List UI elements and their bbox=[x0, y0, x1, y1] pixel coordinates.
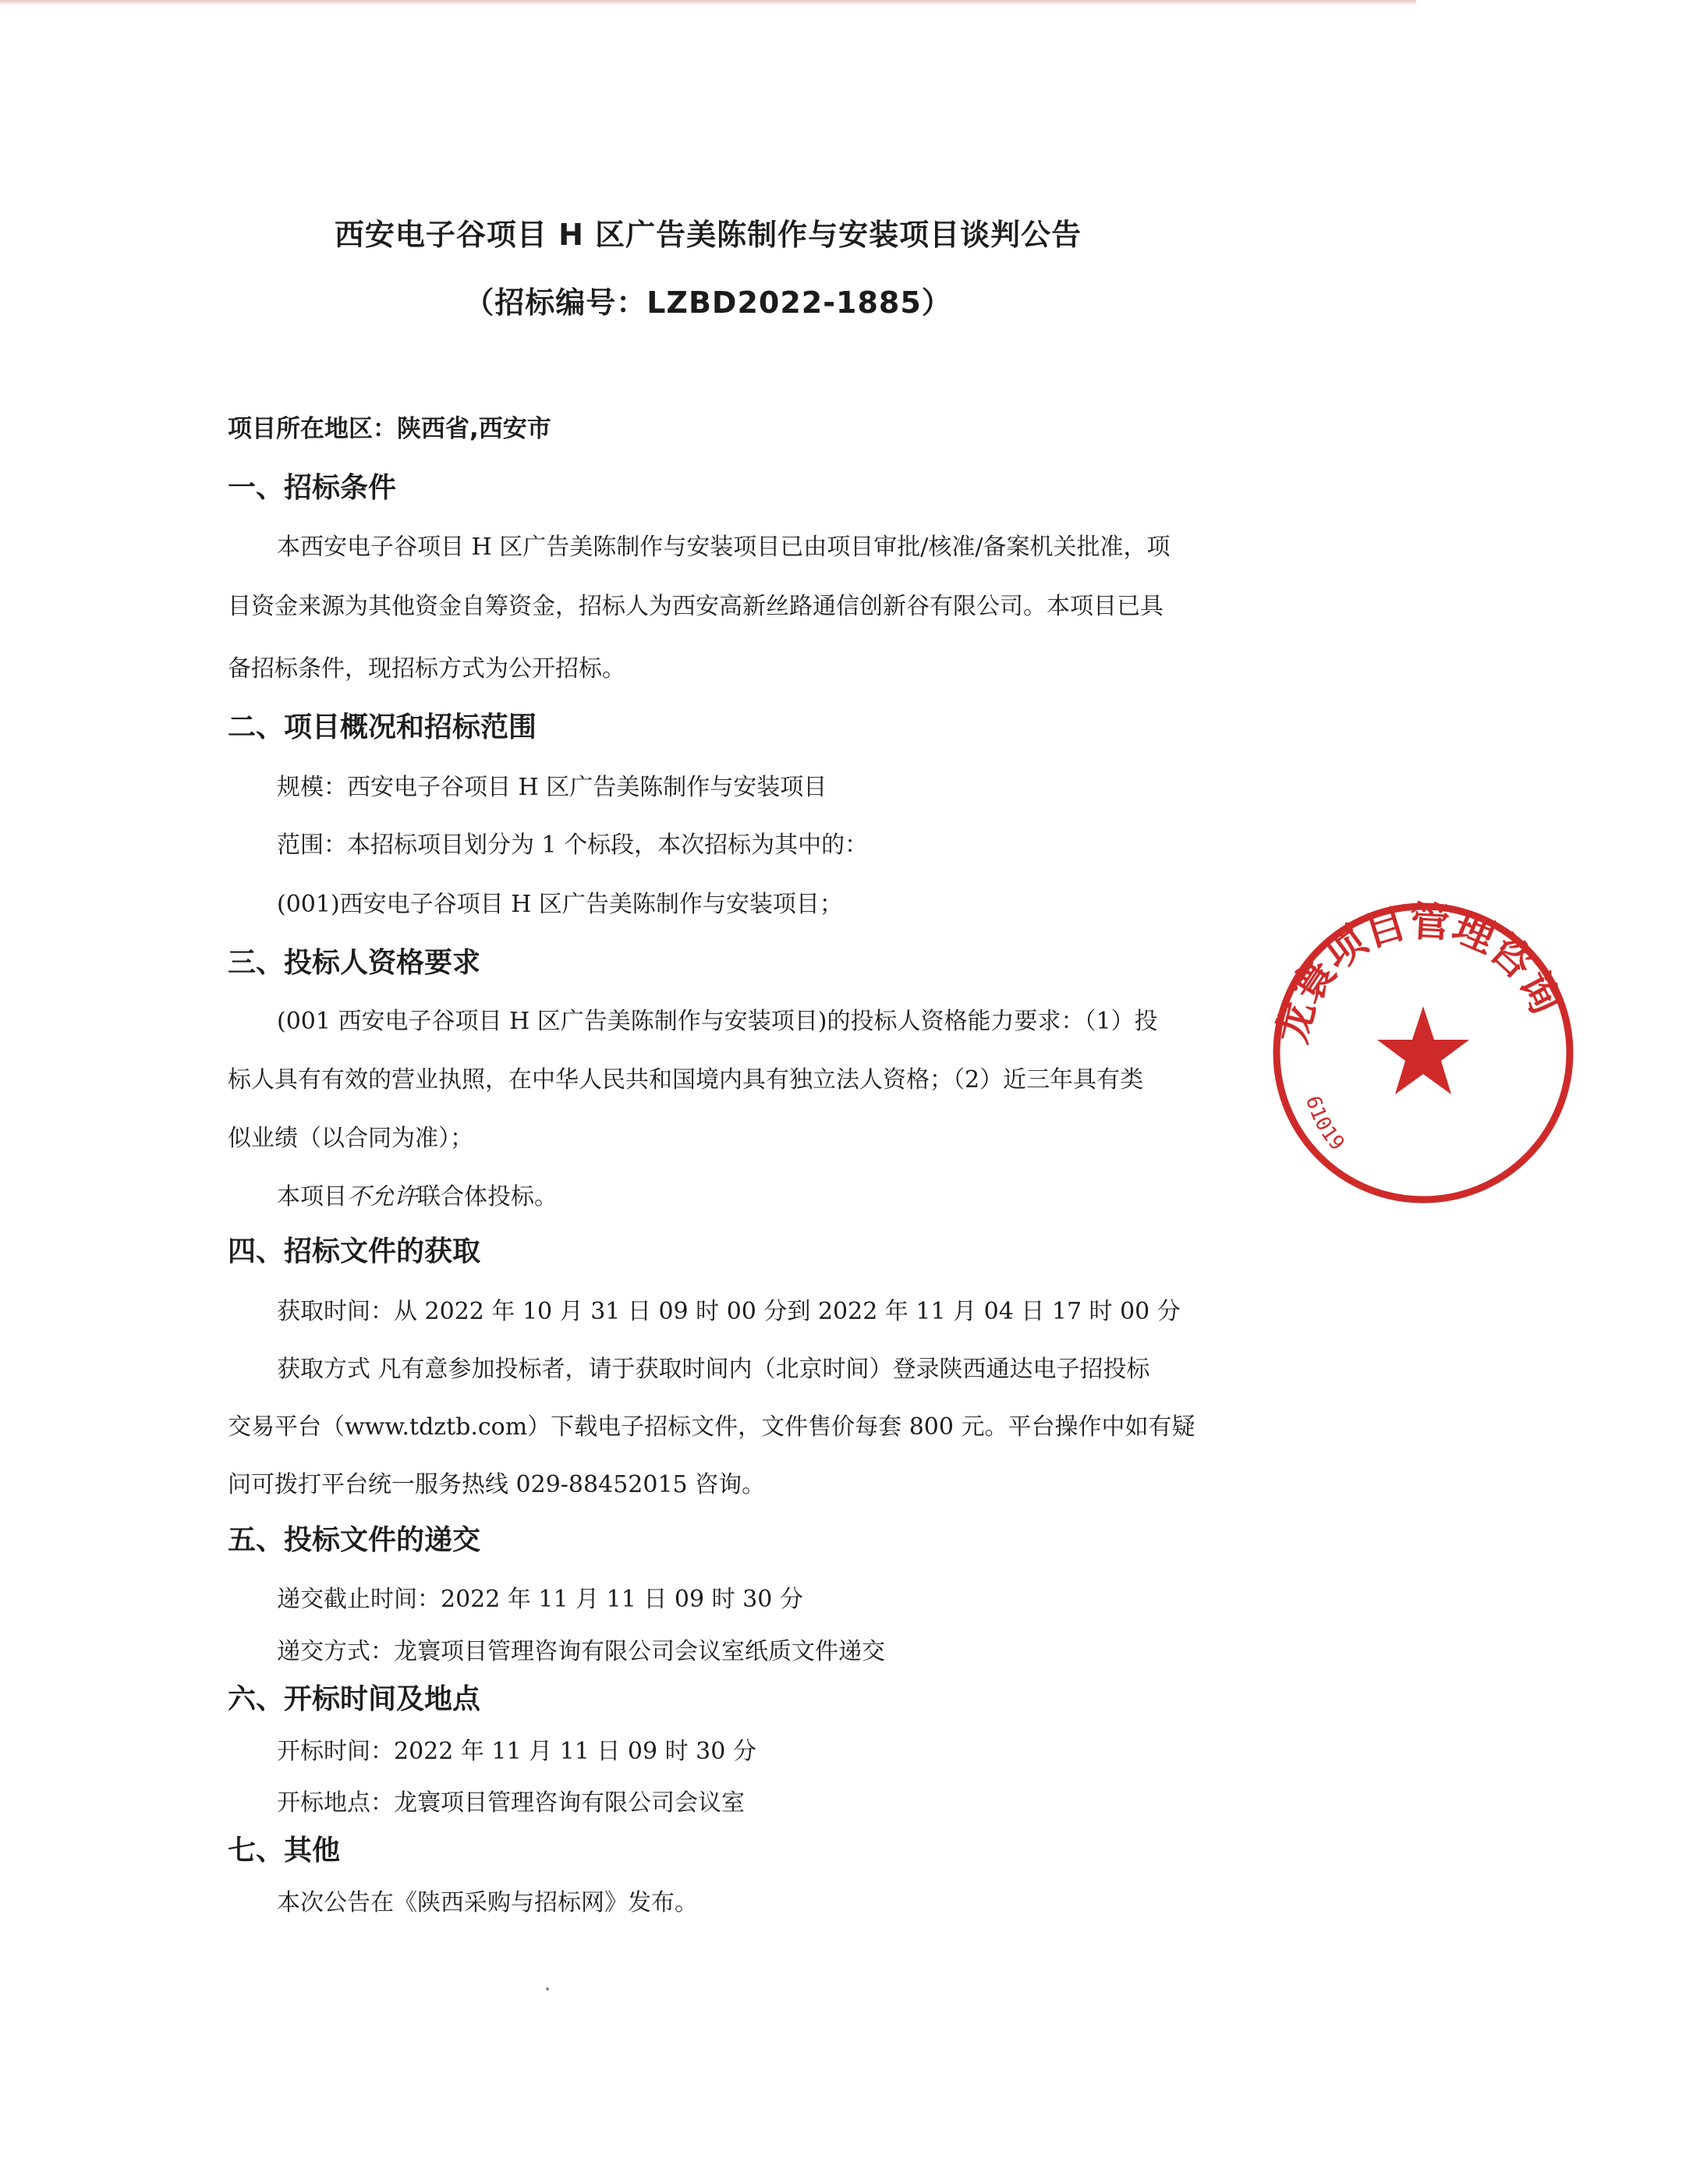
section-3-line: (001 西安电子谷项目 H 区广告美陈制作与安装项目)的投标人资格能力要求：（1）投 bbox=[277, 1008, 1158, 1035]
section-3-line: 似业绩（以合同为准）； bbox=[228, 1125, 473, 1152]
section-3-heading: 三、投标人资格要求 bbox=[228, 947, 481, 979]
consortium-emphasis: 不允许 bbox=[347, 1183, 417, 1211]
project-region: 项目所在地区：陕西省,西安市 bbox=[228, 415, 551, 443]
section-6-time: 开标时间：2022 年 11 月 11 日 09 时 30 分 bbox=[277, 1738, 756, 1765]
section-1-heading: 一、招标条件 bbox=[228, 472, 397, 504]
consortium-suffix: 联合体投标。 bbox=[417, 1183, 558, 1211]
scan-edge bbox=[0, 0, 1416, 5]
consortium-prefix: 本项目 bbox=[277, 1183, 347, 1211]
section-7-text: 本次公告在《陕西采购与招标网》发布。 bbox=[277, 1889, 698, 1916]
section-4-line: 问可拨打平台统一服务热线 029-88452015 咨询。 bbox=[228, 1471, 766, 1498]
document-title: 西安电子谷项目 H 区广告美陈制作与安装项目谈判公告 bbox=[334, 218, 1082, 252]
scan-speck bbox=[546, 1987, 549, 1991]
section-3-line: 标人具有有效的营业执照，在中华人民共和国境内具有独立法人资格；（2）近三年具有类 bbox=[228, 1066, 1144, 1094]
section-1-line: 本西安电子谷项目 H 区广告美陈制作与安装项目已由项目审批/核准/备案机关批准，项 bbox=[277, 534, 1171, 561]
section-1-line: 备招标条件，现招标方式为公开招标。 bbox=[228, 655, 625, 682]
section-6-place: 开标地点：龙寰项目管理咨询有限公司会议室 bbox=[277, 1789, 745, 1817]
section-5-deadline: 递交截止时间：2022 年 11 月 11 日 09 时 30 分 bbox=[277, 1586, 803, 1613]
section-4-line: 获取方式 凡有意参加投标者，请于获取时间内（北京时间）登录陕西通达电子招投标 bbox=[277, 1356, 1150, 1383]
section-7-heading: 七、其他 bbox=[228, 1835, 341, 1867]
section-2-heading: 二、项目概况和招标范围 bbox=[228, 711, 537, 743]
section-2-range: 范围：本招标项目划分为 1 个标段，本次招标为其中的： bbox=[277, 831, 869, 859]
seal-text: 龙寰项目管理咨询 bbox=[1269, 898, 1569, 1048]
section-4-time: 获取时间：从 2022 年 10 月 31 日 09 时 00 分到 2022 年 11 月 04 日 17 时 00 分 bbox=[277, 1298, 1181, 1325]
company-seal bbox=[1267, 897, 1579, 1209]
seal-star-icon bbox=[1377, 1006, 1469, 1094]
section-5-method: 递交方式：龙寰项目管理咨询有限公司会议室纸质文件递交 bbox=[277, 1638, 885, 1665]
section-1-line: 目资金来源为其他资金自筹资金，招标人为西安高新丝路通信创新谷有限公司。本项目已具 bbox=[228, 593, 1163, 620]
section-5-heading: 五、投标文件的递交 bbox=[228, 1524, 481, 1556]
bid-number: （招标编号：LZBD2022-1885） bbox=[464, 285, 952, 320]
seal-code: 61019 bbox=[1300, 1093, 1349, 1156]
section-2-lot: (001)西安电子谷项目 H 区广告美陈制作与安装项目； bbox=[277, 891, 843, 918]
section-2-scale: 规模：西安电子谷项目 H 区广告美陈制作与安装项目 bbox=[277, 774, 827, 801]
section-4-heading: 四、招标文件的获取 bbox=[228, 1236, 481, 1268]
section-6-heading: 六、开标时间及地点 bbox=[228, 1683, 481, 1715]
section-4-line: 交易平台（www.tdztb.com）下载电子招标文件，文件售价每套 800 元。平台操作中如有疑 bbox=[228, 1413, 1195, 1441]
